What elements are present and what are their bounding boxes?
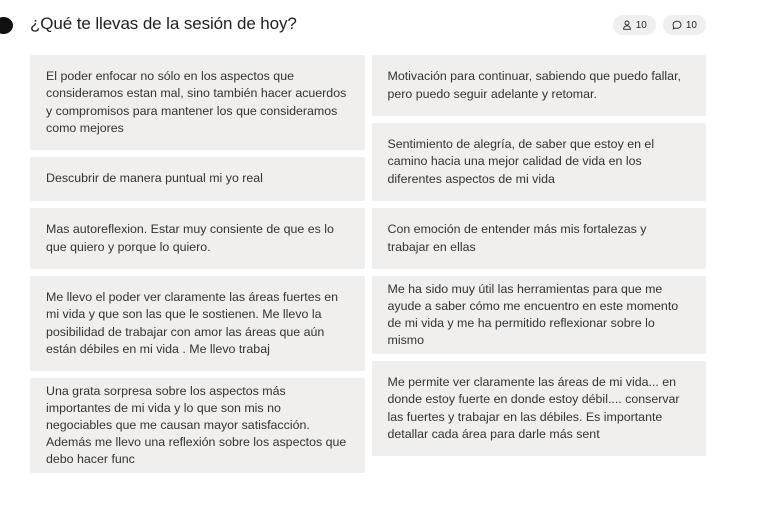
app-logo-icon [0,17,13,34]
responses-count: 10 [685,19,697,31]
response-card[interactable] [372,208,707,269]
response-text: Motivación para continuar, sabiendo que puedo fallar, pero puedo seguir adelante y retomar. [387,69,681,101]
response-text: Me ha sido muy útil las herramientas para que me ayude a saber cómo me encuentro en este momento de mi vida y me ha permitido reflexionar sobre lo mismo [387,281,679,348]
chat-bubble-icon [672,20,682,30]
stats-badges [613,15,706,35]
response-text: Con emoción de entender más mis fortalezas y trabajar en ellas [387,222,647,254]
response-text: El poder enfocar no sólo en los aspectos que consideramos estan mal, sino también hacer acuerdos y compromisos para mantener los que consideramos como mejores [46,69,347,135]
response-text: Descubrir de manera puntual mi yo real [46,171,263,186]
response-card[interactable] [30,208,365,269]
response-card[interactable] [30,276,365,371]
response-text: Me permite ver claramente las áreas de mi vida... en donde estoy fuerte en donde estoy débil.... conservar las fuertes y trabajar en las débiles. Es importante detallar cada área para darle más sent [387,375,680,441]
response-card[interactable] [372,55,707,116]
response-text: Sentimiento de alegría, de saber que estoy en el camino hacia una mejor calidad de vida en los diferentes aspectos de mi vida [387,137,655,186]
response-card[interactable] [372,123,707,201]
response-card[interactable] [372,361,707,456]
response-card[interactable] [30,55,365,150]
responses-column-left [30,55,365,473]
response-card[interactable] [30,157,365,201]
response-text: Mas autoreflexion. Estar muy consiente de que es lo que quiero y porque lo quiero. [46,222,334,254]
response-text: Me llevo el poder ver claramente las áreas fuertes en mi vida y que son las que le sostienen. Me llevo la posibilidad de trabajar con amor las áreas que aún están débiles en mi vida . Me llevo trabaj [46,290,339,356]
response-card[interactable] [372,276,707,354]
response-card[interactable] [30,378,365,473]
participants-count: 10 [635,19,647,31]
person-icon [622,20,632,30]
question-title: ¿Qué te llevas de la sesión de hoy? [30,14,297,33]
responses-badge [663,15,706,35]
responses-grid [30,55,706,473]
responses-column-right [372,55,707,473]
response-text: Una grata sorpresa sobre los aspectos más importantes de mi vida y lo que son mis no negociables que me causan mayor satisfacción. Además me llevo una reflexión sobre los aspectos que debo hacer func [46,383,347,467]
participants-badge [613,15,656,35]
